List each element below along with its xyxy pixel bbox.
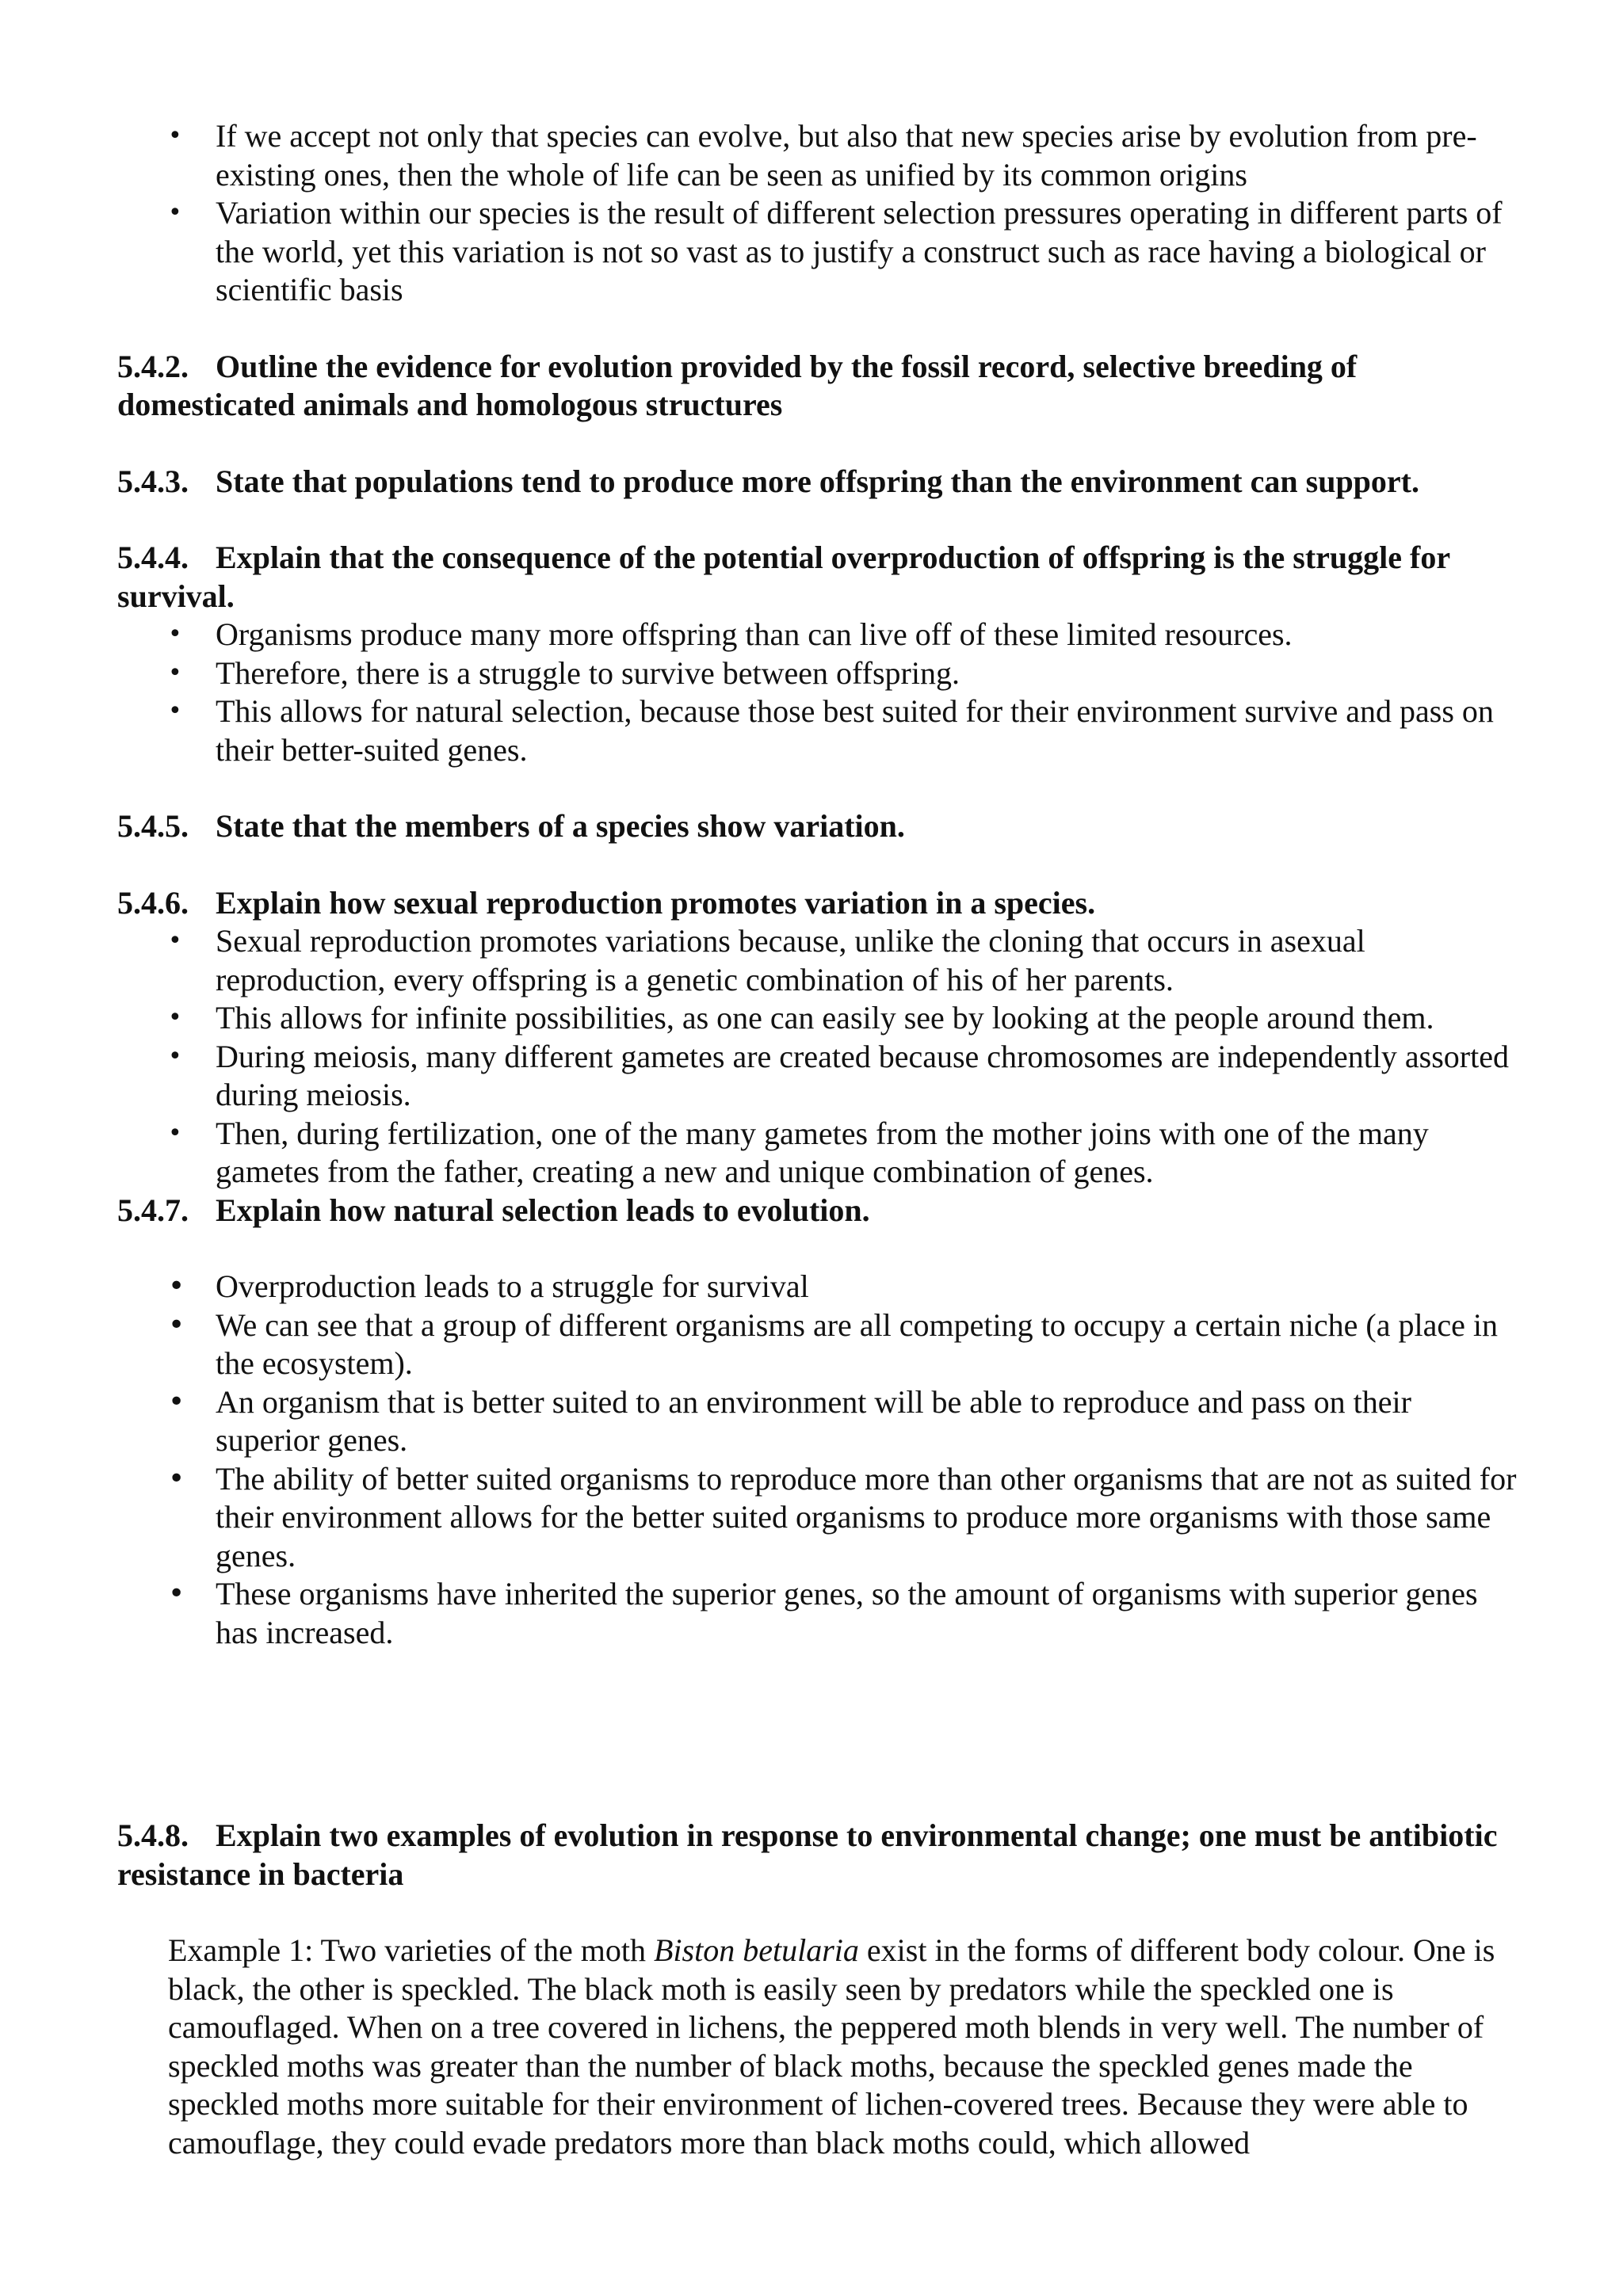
section-title: Explain two examples of evolution in response to environmental change; one must be antibiotic resistance in bacteria	[117, 1817, 1498, 1892]
bullet-icon: •	[168, 697, 182, 725]
document-body	[117, 117, 1520, 2162]
list-item: • These organisms have inherited the superior genes, so the amount of organisms with superior genes has increased.	[168, 1576, 1478, 1650]
section-heading-5-4-5	[117, 807, 1520, 846]
bullet-icon: •	[168, 122, 182, 150]
list-item: • Then, during fertilization, one of the many gametes from the mother joins with one of the many gametes from the father, creating a new and unique combination of genes.	[168, 1115, 1429, 1189]
bullet-icon: •	[168, 1119, 182, 1147]
species-name: Biston betularia	[654, 1932, 859, 1968]
section-number: 5.4.8.	[117, 1817, 189, 1853]
section-heading-5-4-4	[117, 539, 1520, 616]
section-number: 5.4.6.	[117, 884, 189, 921]
list-item: • The ability of better suited organisms to reproduce more than other organisms that are not as suited for their environment allows for the better suited organisms to produce more organisms with those same genes.	[168, 1460, 1517, 1573]
section-number: 5.4.3.	[117, 463, 189, 499]
section-title: Outline the evidence for evolution provided by the fossil record, selective breeding of domesticated animals and homologous structures	[117, 348, 1358, 422]
list-item: • This allows for natural selection, because those best suited for their environment survive and pass on their better-suited genes.	[168, 693, 1494, 768]
bullet-icon: •	[168, 1462, 185, 1495]
intro-bullet-list	[117, 117, 1520, 310]
section-5-4-7-bullet-list	[117, 1268, 1520, 1652]
section-number: 5.4.2.	[117, 348, 189, 384]
list-item: • We can see that a group of different organisms are all competing to occupy a certain niche (a place in the ecosystem).	[168, 1306, 1498, 1381]
section-number: 5.4.7.	[117, 1192, 189, 1228]
bullet-icon: •	[168, 1308, 185, 1341]
section-5-4-4-bullet-list	[117, 616, 1520, 769]
list-item: • If we accept not only that species can evolve, but also that new species arise by evolution from pre-existing ones, then the whole of life can be seen as unified by its common origins	[168, 118, 1477, 193]
bullet-icon: •	[168, 199, 182, 227]
list-item: • Organisms produce many more offspring than can live off of these limited resources.	[117, 616, 1520, 654]
section-5-4-6-bullet-list	[117, 922, 1520, 1192]
section-title: Explain that the consequence of the potential overproduction of offspring is the struggle for survival.	[117, 540, 1450, 614]
list-item: • During meiosis, many different gametes are created because chromosomes are independently assorted during meiosis.	[168, 1038, 1509, 1112]
bullet-icon: •	[168, 1577, 185, 1610]
section-title: Explain how natural selection leads to evolution.	[216, 1192, 870, 1228]
example-paragraph: Example 1: Two varieties of the moth Biston betularia exist in the forms of different body colour. One is black, the other is speckled. The black moth is easily seen by predators while the speckled one is camouflaged. When on a tree covered in lichens, the peppered moth blends in very well. The number of speckled moths was greater than the number of black moths, because the speckled genes made the speckled moths more suitable for their environment of lichen-covered trees. Because they were able to camouflage, they could evade predators more than black moths could, which allowed	[168, 1932, 1495, 2161]
section-title: Explain how sexual reproduction promotes variation in a species.	[216, 884, 1096, 921]
section-heading-5-4-6	[117, 884, 1520, 923]
list-item: • This allows for infinite possibilities, as one can easily see by looking at the people around them.	[117, 999, 1520, 1038]
bullet-icon: •	[168, 1270, 185, 1302]
bullet-icon: •	[168, 1004, 182, 1032]
list-item: • Variation within our species is the result of different selection pressures operating in different parts of the world, yet this variation is not so vast as to justify a construct such as race having a biological or scientific basis	[168, 195, 1503, 307]
bullet-icon: •	[168, 620, 182, 648]
list-item: • An organism that is better suited to an environment will be able to reproduce and pass on their superior genes.	[168, 1383, 1411, 1458]
section-heading-5-4-3	[117, 463, 1520, 502]
list-item: • Sexual reproduction promotes variations because, unlike the cloning that occurs in asexual reproduction, every offspring is a genetic combination of his of her parents.	[168, 923, 1365, 997]
section-title: State that populations tend to produce more offspring than the environment can support.	[216, 463, 1420, 499]
list-item: • Overproduction leads to a struggle for survival	[117, 1268, 1520, 1306]
bullet-icon: •	[168, 1385, 185, 1418]
bullet-icon: •	[168, 927, 182, 955]
bullet-icon: •	[168, 1042, 182, 1070]
section-number: 5.4.5.	[117, 808, 189, 844]
list-item: • Therefore, there is a struggle to survive between offspring.	[117, 654, 1520, 693]
section-heading-5-4-8	[117, 1817, 1520, 1894]
section-title: State that the members of a species show variation.	[216, 808, 905, 844]
bullet-icon: •	[168, 658, 182, 687]
section-number: 5.4.4.	[117, 540, 189, 575]
section-heading-5-4-2	[117, 348, 1520, 425]
section-heading-5-4-7	[117, 1192, 1520, 1230]
